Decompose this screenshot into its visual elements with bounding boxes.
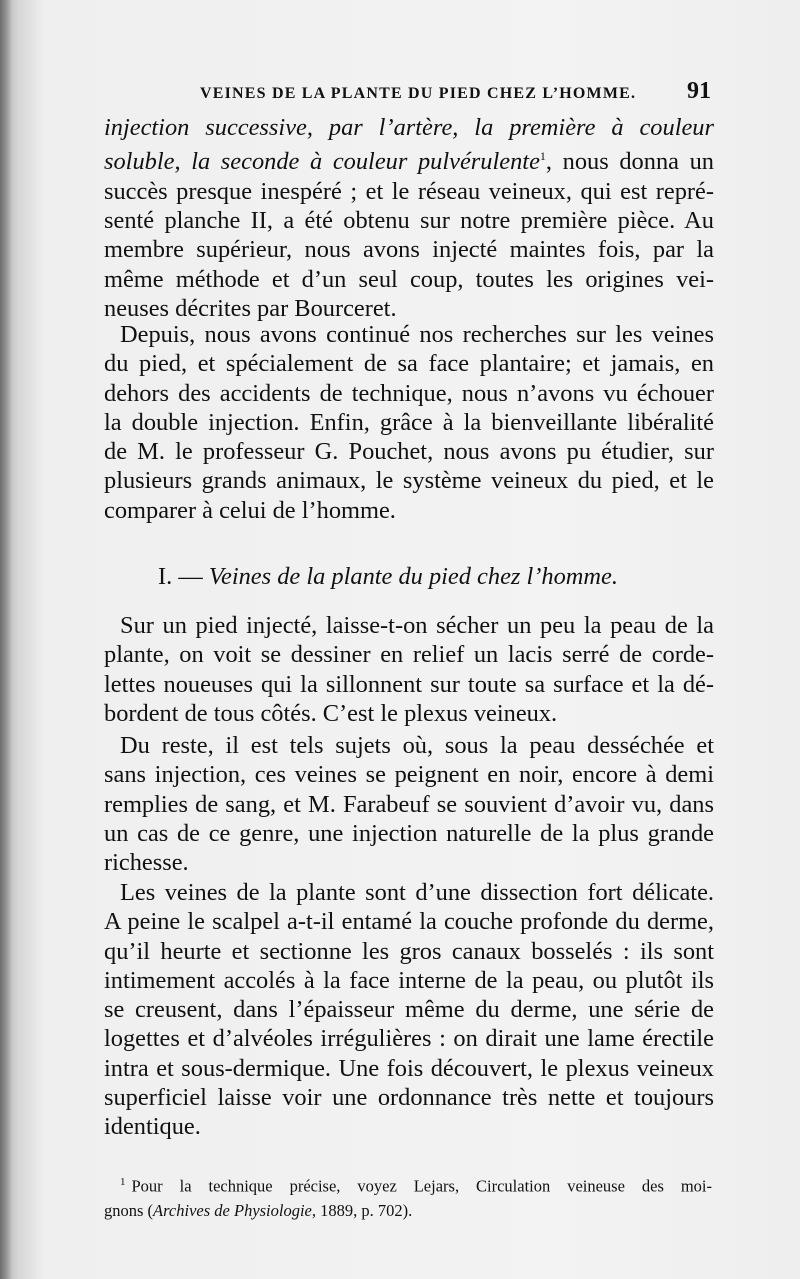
paragraph-line: du pied, et spécialement de sa face plantaire; et jamais, en — [104, 350, 714, 378]
paragraph-line: A peine le scalpel a-t-il entamé la couche profonde du derme, — [104, 908, 714, 936]
footnote — [104, 1170, 712, 1223]
page-number: 91 — [687, 78, 711, 104]
binding-shadow — [0, 0, 12, 1279]
paragraph-line: remplies de sang, et M. Farabeuf se souvient d’avoir vu, dans — [104, 790, 714, 818]
paragraph-line: neuses décrites par Bourceret. — [104, 294, 397, 322]
paragraph-line: plusieurs grands animaux, le système veineux du pied, et le — [104, 467, 714, 495]
paragraph-line: Sur un pied injecté, laisse-t-on sécher un peu la peau de la — [120, 612, 714, 639]
paragraph-line: intra et sous-dermique. Une fois découvert, le plexus veineux — [104, 1054, 714, 1082]
paragraph-line: bordent de tous côtés. C’est le plexus veineux. — [104, 699, 558, 727]
paragraph-4 — [104, 731, 714, 877]
paragraph-line: richesse. — [104, 849, 189, 877]
paragraph-line: superficiel laisse voir une ordonnance très nette et toujours — [104, 1084, 714, 1112]
paragraph-line: succès presque inespéré ; et le réseau veineux, qui est repré- — [104, 177, 714, 205]
paragraph-line: comparer à celui de l’homme. — [104, 496, 396, 524]
footnote-line: $^1$ Pour la technique précise, voyez Lejars, Circulation veineuse des moi- — [120, 1176, 712, 1196]
section-number: I. — — [158, 563, 209, 590]
paragraph-line: plante, on voit se dessiner en relief un lacis serré de corde- — [104, 641, 714, 669]
paragraph-line: un cas de ce genre, une injection naturelle de la plus grande — [104, 819, 714, 847]
paragraph-line: sans injection, ces veines se peignent en noir, encore à demi — [104, 761, 714, 789]
paragraph-line: qu’il heurte et sectionne les gros canaux bosselés : ils sont — [104, 937, 714, 965]
paragraph-2 — [104, 320, 714, 525]
paragraph-line: dehors des accidents de technique, nous n’avons vu échouer — [104, 379, 714, 407]
paragraph-line: lettes noueuses qui la sillonnent sur toute sa surface et la dé- — [104, 670, 714, 698]
section-title: Veines de la plante du pied chez l’homme. — [208, 563, 618, 590]
footnote-ref: 1 — [539, 149, 546, 164]
paragraph-line: la double injection. Enfin, grâce à la bienveillante libéralité — [104, 408, 714, 436]
paragraph-line: Du reste, il est tels sujets où, sous la peau desséchée et — [120, 732, 714, 759]
paragraph-line: Les veines de la plante sont d’une dissection fort délicate. — [120, 879, 714, 906]
paragraph-line: intimement accolés à la face interne de la peau, ou plutôt ils — [104, 966, 714, 994]
paragraph-line: de M. le professeur G. Pouchet, nous avons pu étudier, sur — [104, 438, 714, 466]
paragraph-line: se creusent, dans l’épaisseur même du derme, une série de — [104, 996, 714, 1024]
paragraph-line: injection successive, par l’artère, la première à couleur — [104, 114, 714, 141]
paragraph-3 — [104, 611, 714, 728]
paragraph-line: senté planche II, a été obtenu sur notre première pièce. Au — [104, 207, 714, 235]
paragraph-line: identique. — [104, 1113, 201, 1141]
paragraph-line: même méthode et d’un seul coup, toutes les origines vei- — [104, 265, 714, 293]
footnote-mark: 1 — [120, 1176, 126, 1188]
paragraph-line: Depuis, nous avons continué nos recherches sur les veines — [120, 321, 714, 348]
paragraph-line: membre supérieur, nous avons injecté maintes fois, par la — [104, 236, 714, 264]
section-heading — [158, 562, 618, 591]
paragraph-line: logettes et d’alvéoles irrégulières : on dirait une lame érectile — [104, 1025, 714, 1053]
paragraph-1 — [104, 113, 714, 323]
running-head: VEINES DE LA PLANTE DU PIED CHEZ L’HOMME. — [200, 85, 637, 102]
paragraph-line: soluble, la seconde à couleur pulvérulente$^1$, nous donna un — [104, 148, 715, 176]
paragraph-5 — [104, 878, 714, 1142]
footnote-line: gnons (Archives de Physiologie, 1889, p. 702). — [104, 1200, 413, 1220]
